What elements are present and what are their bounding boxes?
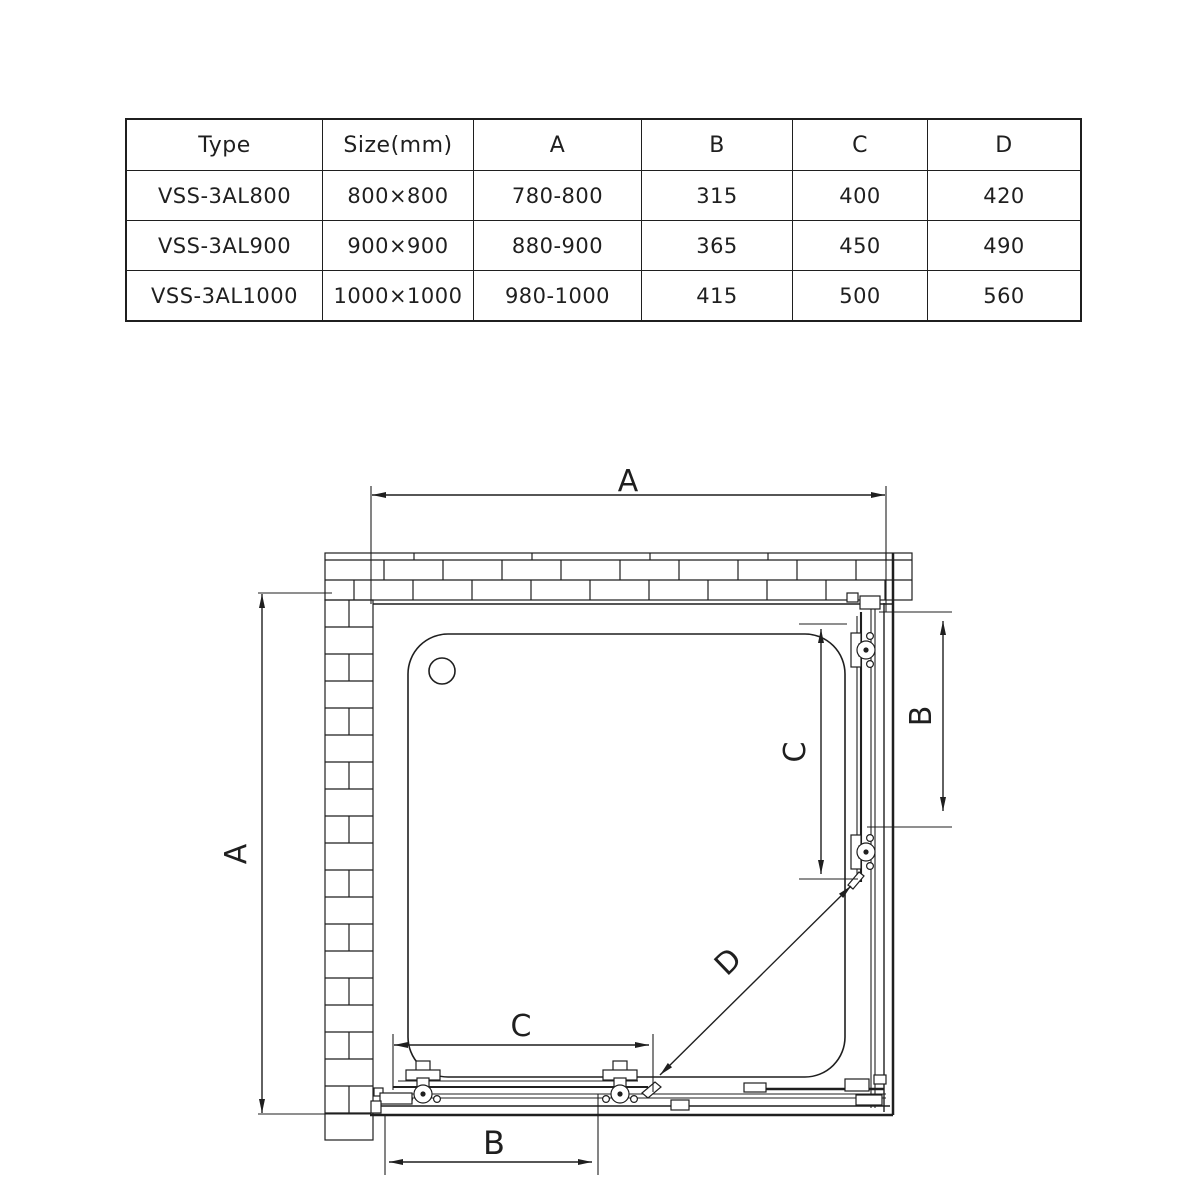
cell-size: 900×900 xyxy=(323,221,474,271)
cell-d: 420 xyxy=(928,171,1082,221)
cell-type: VSS-3AL800 xyxy=(126,171,323,221)
cell-c: 450 xyxy=(793,221,928,271)
cell-size: 800×800 xyxy=(323,171,474,221)
sliding-door-bottom xyxy=(371,1061,886,1113)
dimension-a-top xyxy=(371,464,886,612)
col-header-d: D xyxy=(928,119,1082,171)
shower-tray xyxy=(408,634,845,1077)
cell-a: 880-900 xyxy=(474,221,642,271)
dim-label-b-bottom: B xyxy=(483,1124,505,1162)
dimension-a-left xyxy=(219,593,371,1114)
cell-c: 400 xyxy=(793,171,928,221)
dim-label-d-diagonal: D xyxy=(707,941,749,983)
dim-label-c-right: C xyxy=(778,741,813,763)
dimension-d-diagonal xyxy=(660,886,851,1075)
top-corner-bracket xyxy=(847,593,880,609)
dimension-c-right xyxy=(778,624,858,879)
bottom-door-edge-seal xyxy=(642,1082,661,1098)
dimension-b-right xyxy=(867,612,952,827)
roller-right-bottom xyxy=(851,835,875,870)
cell-d: 560 xyxy=(928,271,1082,322)
cell-d: 490 xyxy=(928,221,1082,271)
cell-a: 780-800 xyxy=(474,171,642,221)
cell-a: 980-1000 xyxy=(474,271,642,322)
cell-b: 415 xyxy=(642,271,793,322)
door-stop-block xyxy=(671,1100,689,1110)
bottom-left-corner-bracket xyxy=(371,1088,412,1113)
col-header-c: C xyxy=(793,119,928,171)
cell-type: VSS-3AL900 xyxy=(126,221,323,271)
col-header-a: A xyxy=(474,119,642,171)
cell-b: 365 xyxy=(642,221,793,271)
glass-clamp xyxy=(744,1083,766,1092)
col-header-type: Type xyxy=(126,119,323,171)
dim-label-a-top: A xyxy=(617,464,639,499)
col-header-b: B xyxy=(642,119,793,171)
roller-bottom-right xyxy=(603,1061,638,1103)
cell-c: 500 xyxy=(793,271,928,322)
enclosure-frame xyxy=(370,553,893,1115)
roller-right-top xyxy=(851,633,875,668)
dim-label-c-bottom: C xyxy=(510,1009,532,1044)
brick-wall-left xyxy=(325,600,373,1140)
cell-size: 1000×1000 xyxy=(323,271,474,322)
cell-type: VSS-3AL1000 xyxy=(126,271,323,322)
dim-label-a-left: A xyxy=(219,843,254,865)
col-header-size: Size(mm) xyxy=(323,119,474,171)
dim-label-b-right: B xyxy=(904,705,939,727)
brick-wall-top xyxy=(325,553,912,600)
cell-b: 315 xyxy=(642,171,793,221)
drain-circle xyxy=(429,658,455,684)
